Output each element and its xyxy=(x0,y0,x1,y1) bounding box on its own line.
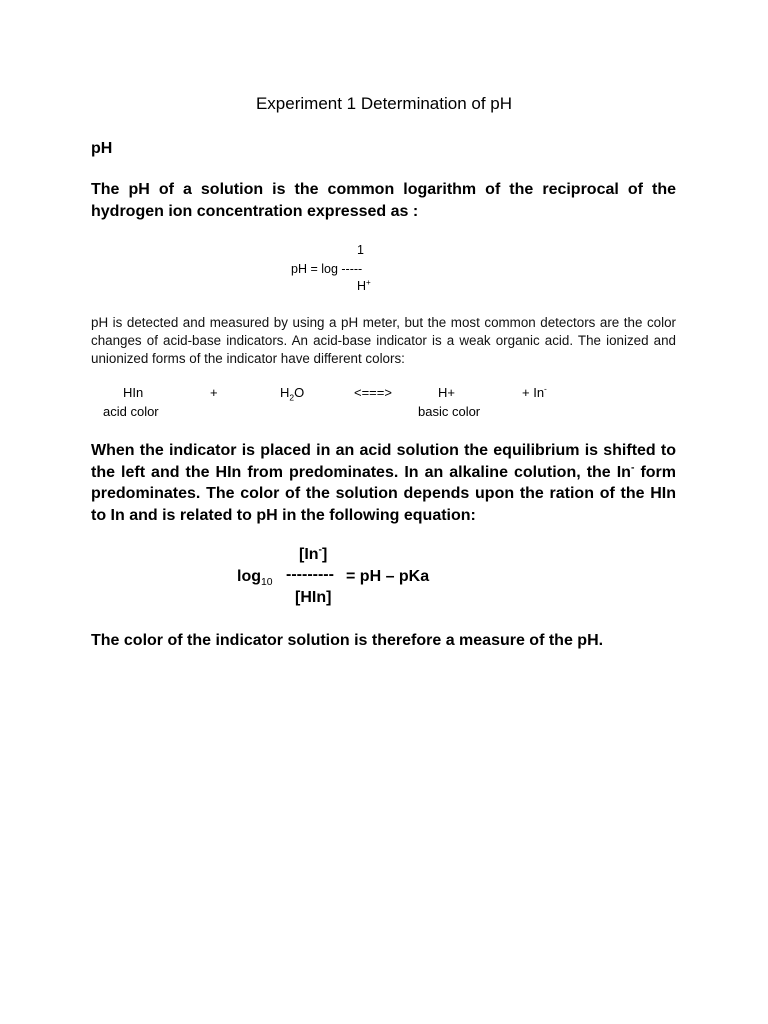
formula2-log: $\log_{10}$ xyxy=(237,568,273,589)
formula2-numerator: [In-] xyxy=(299,544,328,563)
paragraph-ph-definition: The pH of a solution is the common logarithm of the reciprocal of the hydrogen ion concentration expressed as : xyxy=(91,181,676,220)
formula2-fraction-bar: --------- xyxy=(286,566,334,583)
paragraph-detection: pH is detected and measured by using a pH meter, but the most common detectors are the color changes of acid-base indicators. An acid-base indicator is a weak organic acid. The ionized and unionized forms of the indicator have different colors: xyxy=(91,315,676,366)
section-heading: pH xyxy=(91,140,113,157)
reaction-plus: + xyxy=(210,385,218,400)
reaction-hydrogen-ion: H+ xyxy=(438,385,455,400)
reaction-acid-color-label: acid color xyxy=(103,404,159,419)
reaction-indicator-ion: + In- xyxy=(522,383,547,400)
formula1-denominator: H+ xyxy=(357,277,371,293)
formula1-numerator: 1 xyxy=(357,243,364,257)
formula1-lhs: pH = log ----- xyxy=(291,262,363,276)
paragraph-conclusion: The color of the indicator solution is therefore a measure of the pH. xyxy=(91,632,604,649)
reaction-hin: HIn xyxy=(123,385,144,400)
reaction-basic-color-label: basic color xyxy=(418,404,481,419)
reaction-equilibrium-arrow: <===> xyxy=(354,385,392,400)
formula2-rhs: = pH – pKa xyxy=(346,568,430,585)
formula2-denominator: [HIn] xyxy=(295,589,332,606)
paragraph-equilibrium: When the indicator is placed in an acid solution the equilibrium is shifted to the left and the HIn from predominates. In an alkaline colution, the In- form predominates. The color of the solution depends upon the ration of the HIn to In and is related to pH in the following equation: xyxy=(91,442,677,524)
page-title: Experiment 1 Determination of pH xyxy=(255,94,513,113)
reaction-water: $H_2O$ xyxy=(280,385,305,403)
